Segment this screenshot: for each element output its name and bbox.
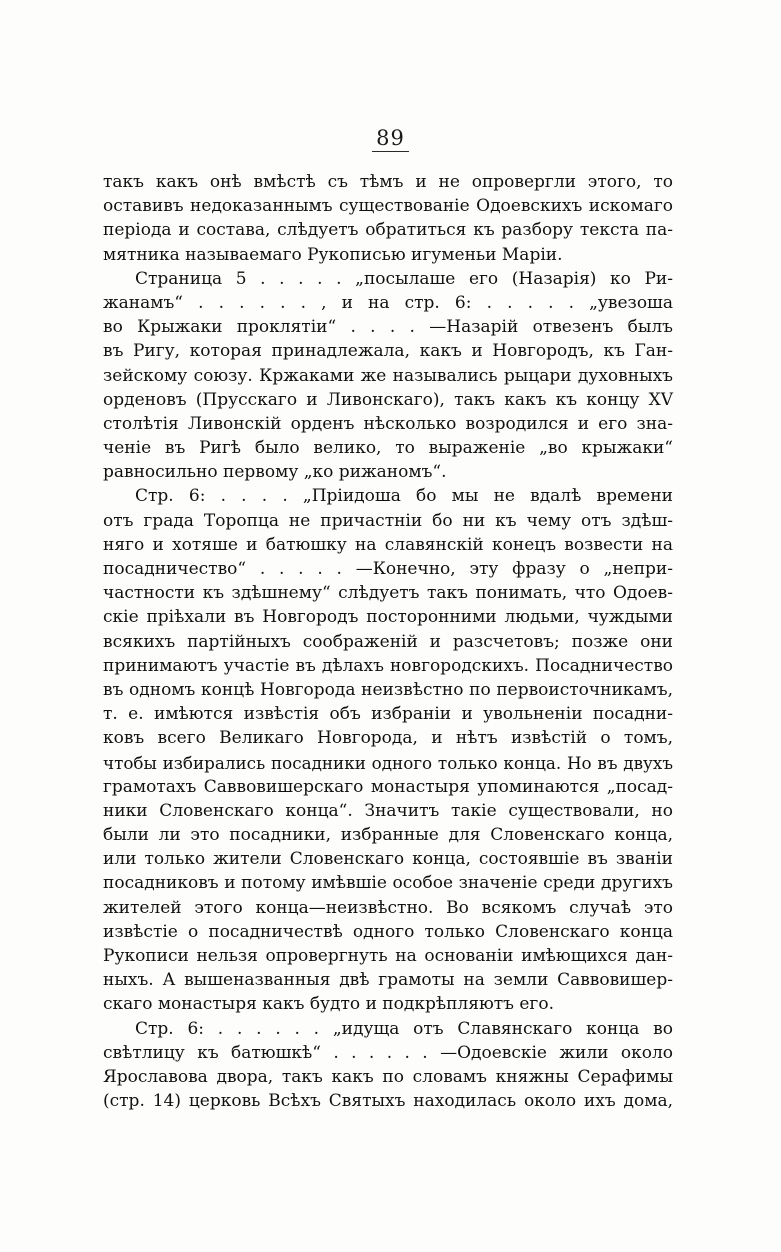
text-line: оставивъ недоказаннымъ существованіе Одоевскихъ искомаго [103, 196, 673, 217]
text-line: жанамъ“ . . . . . . , и на стр. 6: . . . . . „увезоша [103, 292, 673, 313]
text-line: ники Словенскаго конца“. Значитъ такіе существовали, но [103, 800, 673, 821]
text-line: орденовъ (Прусскаго и Ливонскаго), такъ какъ къ концу XV [103, 389, 673, 410]
text-line: ковъ всего Великаго Новгорода, и нѣтъ извѣстій о томъ, [103, 728, 673, 749]
text-line: скіе пріѣхали въ Новгородъ посторонними людьми, чуждыми [103, 607, 673, 628]
text-line: періода и состава, слѣдуетъ обратиться къ разбору текста па- [103, 220, 673, 241]
text-line: такъ какъ онѣ вмѣстѣ съ тѣмъ и не опровергли этого, то [103, 172, 673, 192]
text-line: были ли это посадники, избранные для Словенскаго конца, [103, 825, 673, 846]
page-number-text: 89 [372, 127, 409, 152]
text-line: няго и хотяше и батюшку на славянскій конецъ возвести на [103, 534, 673, 555]
text-line: отъ града Торопца не причастніи бо ни къ чему отъ здѣш- [103, 510, 673, 531]
text-line: скаго монастыря какъ будто и подкрѣпляютъ его. [103, 994, 554, 1015]
text-line: Страница 5 . . . . . „посылаше его (Назарія) ко Ри- [135, 268, 673, 289]
text-line: посадниковъ и потому имѣвшіе особое значеніе среди другихъ [103, 873, 673, 894]
text-line: зейскому союзу. Кржаками же назывались рыцари духовныхъ [103, 365, 673, 386]
text-line: Стр. 6: . . . . „Пріидоша бо мы не вдалѣ времени [135, 486, 673, 507]
text-line: столѣтія Ливонскій орденъ нѣсколько возродился и его зна- [103, 413, 673, 434]
body-text [103, 170, 673, 1113]
text-line: ныхъ. А вышеназванныя двѣ грамоты на земли Саввовишер- [103, 970, 673, 991]
text-line: ченіе въ Ригѣ было велико, то выраженіе „во крыжаки“ [103, 438, 673, 459]
text-line: извѣстіе о посадничествѣ одного только Словенскаго конца [103, 921, 673, 942]
page-number [0, 126, 781, 152]
text-line: посадничество“ . . . . . —Конечно, эту фразу о „непри- [103, 559, 673, 579]
text-line: въ одномъ концѣ Новгорода неизвѣстно по первоисточникамъ, [103, 679, 673, 700]
text-line: принимаютъ участіе въ дѣлахъ новгородскихъ. Посадничество [103, 655, 673, 676]
text-line: Ярославова двора, такъ какъ по словамъ княжны Серафимы [103, 1066, 673, 1087]
text-line: Рукописи нельзя опровергнуть на основаніи имѣющихся дан- [103, 946, 673, 966]
text-line: (стр. 14) церковь Всѣхъ Святыхъ находилась около ихъ дома, [103, 1091, 673, 1112]
text-line: равносильно первому „ко рижаномъ“. [103, 462, 447, 483]
text-line: Стр. 6: . . . . . . „идуща отъ Славянскаго конца во [135, 1018, 673, 1039]
text-line: или только жители Словенскаго конца, состоявшіе въ званіи [103, 849, 673, 870]
text-line: т. е. имѣются извѣстія объ избраніи и увольненіи посадни- [103, 704, 673, 725]
text-line: мятника называемаго Рукописью игуменьи Маріи. [103, 244, 563, 265]
text-line: во Крыжаки проклятіи“ . . . . —Назарій отвезенъ былъ [103, 317, 673, 338]
text-line: въ Ригу, которая принадлежала, какъ и Новгородъ, къ Ган- [103, 341, 673, 362]
text-line: частности къ здѣшнему“ слѣдуетъ такъ понимать, что Одоев- [103, 583, 673, 604]
text-line: жителей этого конца—неизвѣстно. Во всякомъ случаѣ это [103, 897, 673, 918]
text-line: свѣтлицу къ батюшкѣ“ . . . . . . —Одоевскіе жили около [103, 1042, 673, 1063]
text-line: грамотахъ Саввовишерскаго монастыря упоминаются „посад- [103, 776, 673, 797]
text-line: всякихъ партійныхъ соображеній и разсчетовъ; позже они [103, 631, 673, 652]
text-line: чтобы избирались посадники одного только конца. Но въ двухъ [103, 752, 673, 773]
